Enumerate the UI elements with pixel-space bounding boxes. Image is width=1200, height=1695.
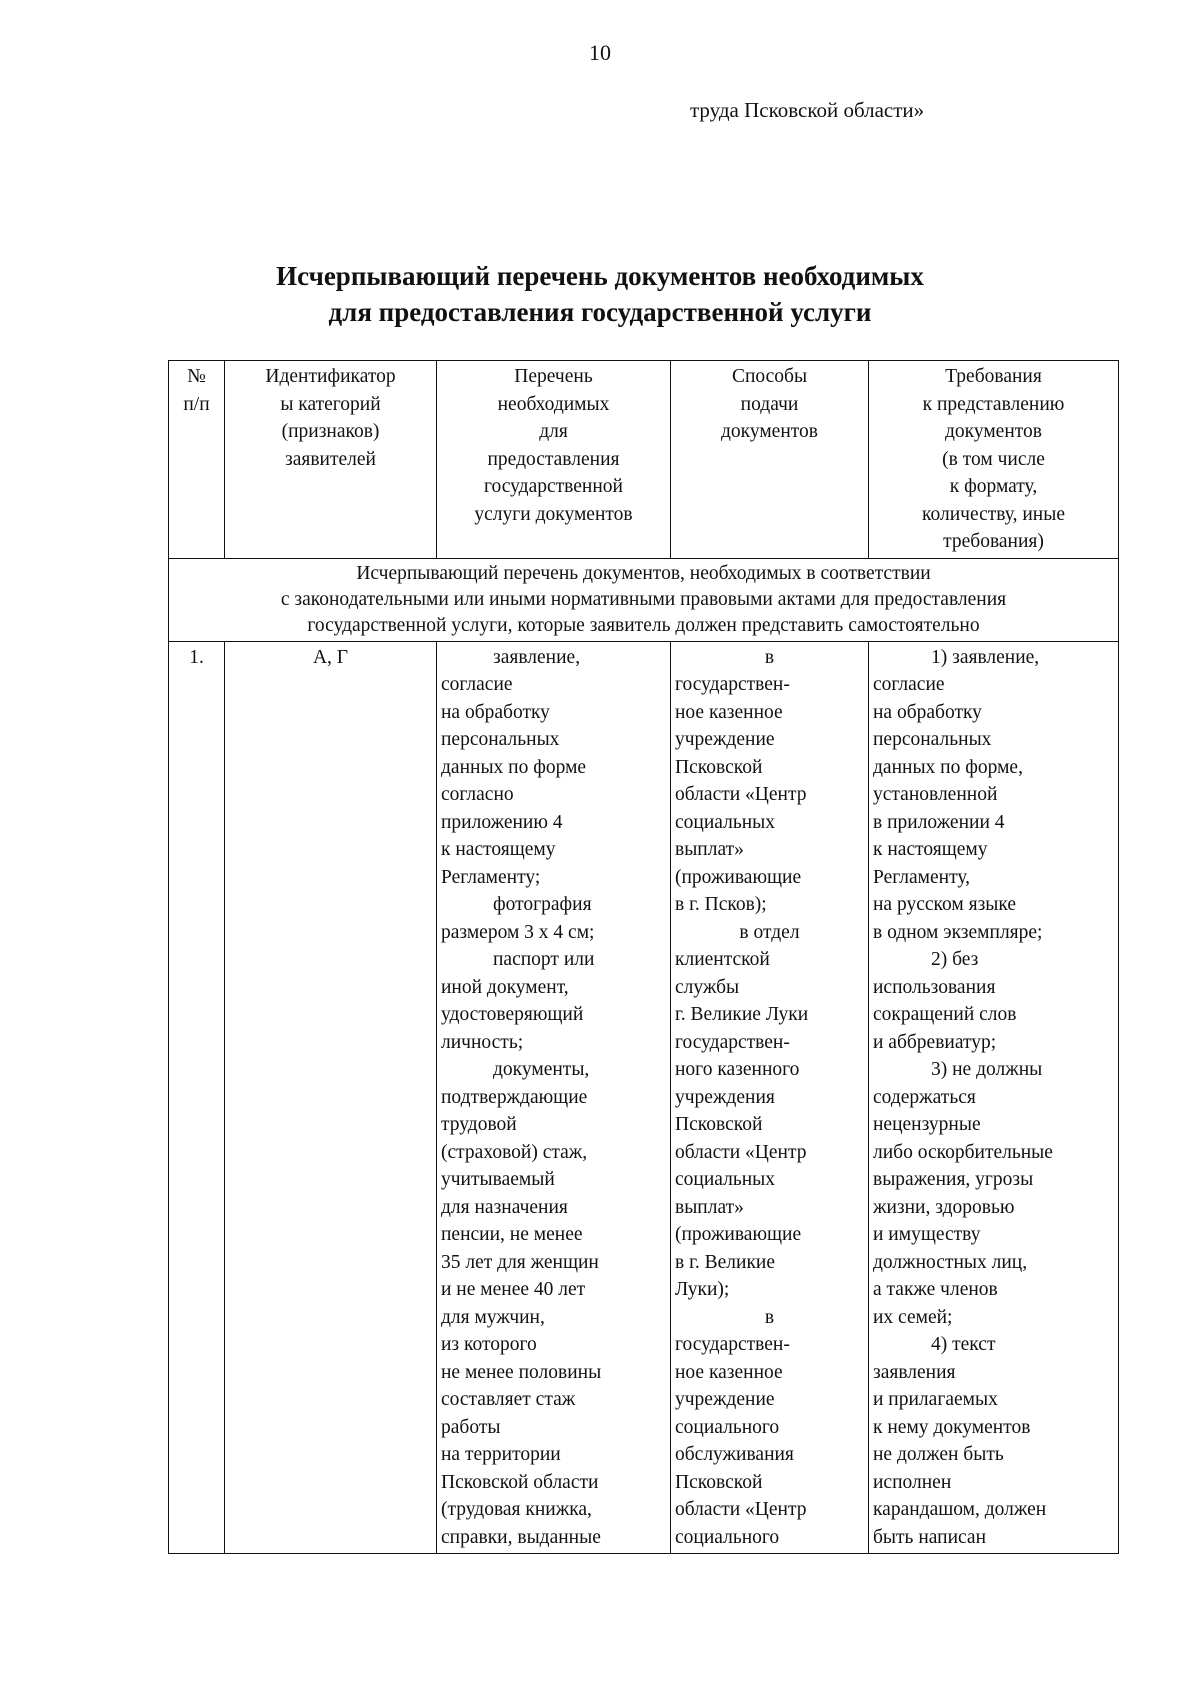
text-line: заявления xyxy=(873,1361,956,1383)
text-line: в г. Псков); xyxy=(675,894,767,915)
text-line: учитываемый xyxy=(441,1169,555,1190)
text-line: социальных xyxy=(675,811,776,833)
section-title xyxy=(169,558,1119,641)
text-line: к настоящему xyxy=(441,839,556,860)
text-line: государственной xyxy=(484,476,623,497)
row-documents xyxy=(437,641,671,1554)
text-line: клиентской xyxy=(675,949,770,970)
header-requirements xyxy=(869,361,1119,559)
text-line: и прилагаемых xyxy=(873,1389,998,1410)
text-line: для назначения xyxy=(441,1196,568,1218)
text-line: их семей; xyxy=(873,1306,953,1328)
text-line: документов xyxy=(720,421,818,442)
text-line: в xyxy=(764,1306,775,1328)
text-line: персональных xyxy=(441,729,560,750)
text-line: (признаков) xyxy=(281,421,380,442)
text-line: и аббревиатур; xyxy=(873,1031,997,1053)
header-methods xyxy=(671,361,869,559)
text-line: либо оскорбительные xyxy=(873,1141,1053,1163)
text-line: фотография xyxy=(493,894,592,915)
text-line: на обработку xyxy=(441,701,550,723)
text-line: данных по форме xyxy=(441,756,587,778)
text-line: выплат» xyxy=(675,1196,744,1218)
table-header-row xyxy=(169,361,1119,559)
text-line: заявление, xyxy=(493,646,581,668)
text-line: необходимых xyxy=(497,393,610,415)
text-line: государственной услуги, которые заявитель должен представить самостоятельно xyxy=(307,614,980,636)
header-num xyxy=(169,361,225,559)
text-line: не менее половины xyxy=(441,1361,602,1383)
text-line: ное казенное xyxy=(675,701,783,723)
text-line: области «Центр xyxy=(675,784,807,805)
text-line: государствен- xyxy=(675,1334,790,1355)
text-line: Псковской xyxy=(675,756,763,778)
text-line: 3) не должны xyxy=(931,1059,1043,1080)
text-line: 4) текст xyxy=(931,1334,996,1355)
text-line: государствен- xyxy=(675,1031,790,1053)
text-line: документы, xyxy=(493,1059,590,1080)
table-row xyxy=(169,641,1119,1554)
text-line: в одном экземпляре; xyxy=(873,921,1043,943)
text-line: Регламенту; xyxy=(441,866,541,888)
text-line: согласно xyxy=(441,784,514,805)
text-line: предоставления xyxy=(487,448,620,470)
text-line: подтверждающие xyxy=(441,1086,588,1108)
row-methods xyxy=(671,641,869,1554)
text-line: из которого xyxy=(441,1334,537,1355)
text-line: 35 лет для женщин xyxy=(441,1251,599,1273)
text-line: социальных xyxy=(675,1169,776,1190)
title-line-1: Исчерпывающий перечень документов необходимых xyxy=(276,261,924,291)
text-line: с законодательными или иными нормативными правовыми актами для предоставления xyxy=(280,588,1007,610)
text-line: для мужчин, xyxy=(441,1306,545,1328)
text-line: (страховой) стаж, xyxy=(441,1141,588,1163)
text-line: Регламенту, xyxy=(873,866,971,888)
text-line: данных по форме, xyxy=(873,756,1023,778)
text-line: 2) без xyxy=(931,949,979,970)
text-line: заявителей xyxy=(285,448,376,470)
text-line: Исчерпывающий перечень документов, необходимых в соответствии xyxy=(356,562,931,584)
text-line: паспорт или xyxy=(493,949,595,970)
text-line: выплат» xyxy=(675,839,744,860)
text-line: карандашом, должен xyxy=(873,1499,1047,1520)
text-line: согласие xyxy=(441,674,513,695)
text-line: в отдел xyxy=(739,921,800,943)
text-line: быть написан xyxy=(873,1526,987,1548)
text-line: личность; xyxy=(441,1031,524,1053)
text-line: Требования xyxy=(945,366,1042,387)
text-line: в xyxy=(764,646,775,668)
text-line: г. Великие Луки xyxy=(675,1004,809,1025)
text-line: и не менее 40 лет xyxy=(441,1279,586,1300)
text-line: (проживающие xyxy=(675,1224,802,1245)
text-line: удостоверяющий xyxy=(441,1004,584,1025)
text-line: Псковской xyxy=(675,1471,763,1493)
text-line: п/п xyxy=(183,393,210,415)
text-line: к формату, xyxy=(949,476,1038,497)
text-line: (трудовая книжка, xyxy=(441,1499,592,1520)
text-line: Псковской области xyxy=(441,1471,599,1493)
text-line: в г. Великие xyxy=(675,1251,776,1273)
text-line: к нему документов xyxy=(873,1416,1031,1438)
documents-table xyxy=(168,360,1119,1554)
text-line: должностных лиц, xyxy=(873,1251,1028,1273)
text-line: ного казенного xyxy=(675,1059,800,1080)
text-line: для xyxy=(539,421,568,442)
text-line: содержаться xyxy=(873,1086,976,1108)
text-line: № xyxy=(187,366,206,387)
header-documents xyxy=(437,361,671,559)
document-title xyxy=(0,258,1200,330)
text-line: Способы xyxy=(731,366,808,387)
text-line: использования xyxy=(873,976,996,998)
text-line: (проживающие xyxy=(675,866,802,888)
text-line: подачи xyxy=(740,393,799,415)
text-line: сокращений слов xyxy=(873,1004,1017,1025)
text-line: согласие xyxy=(873,674,945,695)
text-line: персональных xyxy=(873,729,992,750)
text-line: пенсии, не менее xyxy=(441,1224,583,1245)
section-title-row xyxy=(169,558,1119,641)
text-line: документов xyxy=(944,421,1042,442)
text-line: требования) xyxy=(943,531,1044,552)
text-line: приложению 4 xyxy=(441,811,563,833)
text-line: услуги документов xyxy=(474,503,633,525)
text-line: количеству, иные xyxy=(922,503,1065,525)
text-line: учреждение xyxy=(675,1389,775,1410)
text-line: в приложении 4 xyxy=(873,811,1005,833)
row-num: 1. xyxy=(169,641,225,1554)
text-line: социального xyxy=(675,1526,780,1548)
text-line: социального xyxy=(675,1416,780,1438)
header-identifiers xyxy=(225,361,437,559)
text-line: работы xyxy=(441,1416,501,1438)
text-line: к представлению xyxy=(922,393,1065,415)
text-line: Перечень xyxy=(514,366,593,387)
text-line: Псковской xyxy=(675,1114,763,1135)
row-requirements xyxy=(869,641,1119,1554)
text-line: исполнен xyxy=(873,1471,952,1493)
text-line: иной документ, xyxy=(441,976,569,998)
text-line: выражения, угрозы xyxy=(873,1169,1034,1190)
text-line: Луки); xyxy=(675,1279,730,1300)
text-line: ное казенное xyxy=(675,1361,783,1383)
text-line: жизни, здоровью xyxy=(873,1196,1015,1218)
text-line: и имуществу xyxy=(873,1224,981,1245)
text-line: Идентификатор xyxy=(265,366,396,387)
text-line: нецензурные xyxy=(873,1114,981,1135)
text-line: службы xyxy=(675,976,740,998)
text-line: 1) заявление, xyxy=(931,646,1040,668)
text-line: на русском языке xyxy=(873,894,1017,915)
text-line: обслуживания xyxy=(675,1444,794,1465)
row-identifiers: А, Г xyxy=(225,641,437,1554)
text-line: государствен- xyxy=(675,674,790,695)
text-line: установленной xyxy=(873,784,998,805)
header-note: труда Псковской области» xyxy=(690,98,925,122)
text-line: а также членов xyxy=(873,1279,998,1300)
text-line: размером 3 х 4 см; xyxy=(441,921,595,943)
text-line: на территории xyxy=(441,1444,561,1465)
text-line: (в том числе xyxy=(942,448,1045,470)
text-line: не должен быть xyxy=(873,1444,1004,1465)
text-line: учреждение xyxy=(675,729,775,750)
text-line: области «Центр xyxy=(675,1141,807,1163)
title-line-2: для предоставления государственной услуги xyxy=(328,297,872,327)
text-line: ы категорий xyxy=(280,393,381,415)
text-line: области «Центр xyxy=(675,1499,807,1520)
text-line: учреждения xyxy=(675,1086,775,1108)
text-line: справки, выданные xyxy=(441,1526,601,1548)
text-line: составляет стаж xyxy=(441,1389,576,1410)
text-line: на обработку xyxy=(873,701,982,723)
text-line: к настоящему xyxy=(873,839,988,860)
text-line: трудовой xyxy=(441,1114,517,1135)
page-number: 10 xyxy=(589,40,611,65)
